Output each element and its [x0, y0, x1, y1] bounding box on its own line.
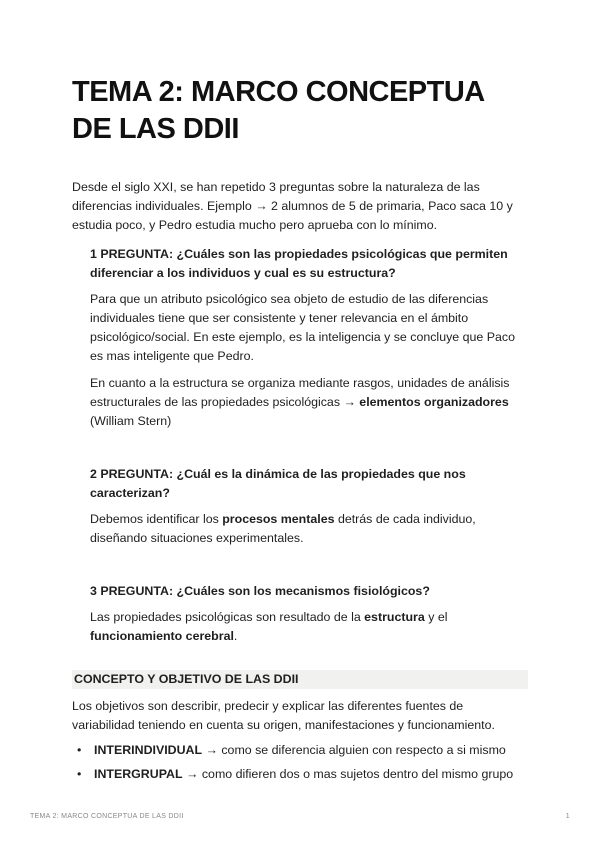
intro-paragraph: Desde el siglo XXI, se han repetido 3 preguntas sobre la naturaleza de las diferencias individuales. Ejemplo → 2 alumnos de 5 de primaria, Paco saca 10 y estudia poco, y Pedro estudia mucho pero aprueba con lo mínimo. [72, 180, 513, 232]
list-item-desc: → como se diferencia alguien con respecto a si mismo [202, 743, 506, 757]
list-item-term: INTERGRUPAL [94, 767, 183, 781]
bullet-icon: • [77, 767, 82, 781]
list-item [72, 741, 528, 760]
page-title: TEMA 2: MARCO CONCEPTUA DE LAS DDII [72, 76, 484, 145]
q3-body-text-a: Las propiedades psicológicas son resultado de la [90, 610, 365, 624]
q1-body2-bold: elementos organizadores [359, 395, 509, 409]
q3-body-text-c: . [233, 629, 238, 643]
q1-body2-text-a: En cuanto a la estructura se organiza mediante rasgos, unidades de análisis estructurales de las propiedades psicológicas → [90, 376, 510, 409]
question-2-title: 2 PREGUNTA: ¿Cuál es la dinámica de las propiedades que nos caracterizan? [90, 467, 466, 500]
question-1-body: Para que un atributo psicológico sea objeto de estudio de las diferencias individuales tiene que ser consistente y tener relevancia en el ámbito psicológico/social. En este ejemplo, es la inteligencia y se concluye que Paco es mas inteligente que Pedro. [90, 292, 515, 363]
question-3-title: 3 PREGUNTA: ¿Cuáles son los mecanismos fisiológicos? [90, 584, 430, 598]
question-3-body [90, 608, 528, 646]
footer-title: TEMA 2: MARCO CONCEPTUA DE LAS DDII [30, 813, 184, 820]
bullet-list [72, 741, 528, 784]
question-1-body-2 [90, 374, 528, 431]
q1-body2-text-b: (William Stern) [90, 414, 172, 428]
question-2-body [90, 510, 528, 548]
q3-body-bold-2: funcionamiento cerebral [90, 629, 234, 643]
list-item [72, 765, 528, 784]
q2-body-bold: procesos mentales [222, 512, 335, 526]
question-3 [72, 582, 528, 646]
list-item-term: INTERINDIVIDUAL [94, 743, 203, 757]
q2-body-text-b: detrás de cada individuo, diseñando situaciones experimentales. [90, 512, 476, 545]
q3-body-bold-1: estructura [364, 610, 425, 624]
objectives-paragraph: Los objetivos son describir, predecir y explicar las diferentes fuentes de variabilidad teniendo en cuenta su origen, manifestaciones y funcionamiento. [72, 699, 495, 732]
question-1 [72, 245, 528, 431]
question-2 [72, 465, 528, 548]
question-1-title: 1 PREGUNTA: ¿Cuáles son las propiedades psicológicas que permiten diferenciar a los individuos y cual es su estructura? [90, 247, 508, 280]
document-page [72, 74, 528, 789]
q2-body-text-a: Debemos identificar los [90, 512, 223, 526]
page-footer [30, 813, 570, 820]
section-heading: CONCEPTO Y OBJETIVO DE LAS DDII [72, 670, 528, 689]
q3-body-text-b: y el [424, 610, 448, 624]
list-item-desc: → como difieren dos o mas sujetos dentro del mismo grupo [182, 767, 514, 781]
page-number: 1 [565, 813, 570, 820]
bullet-icon: • [77, 743, 82, 757]
